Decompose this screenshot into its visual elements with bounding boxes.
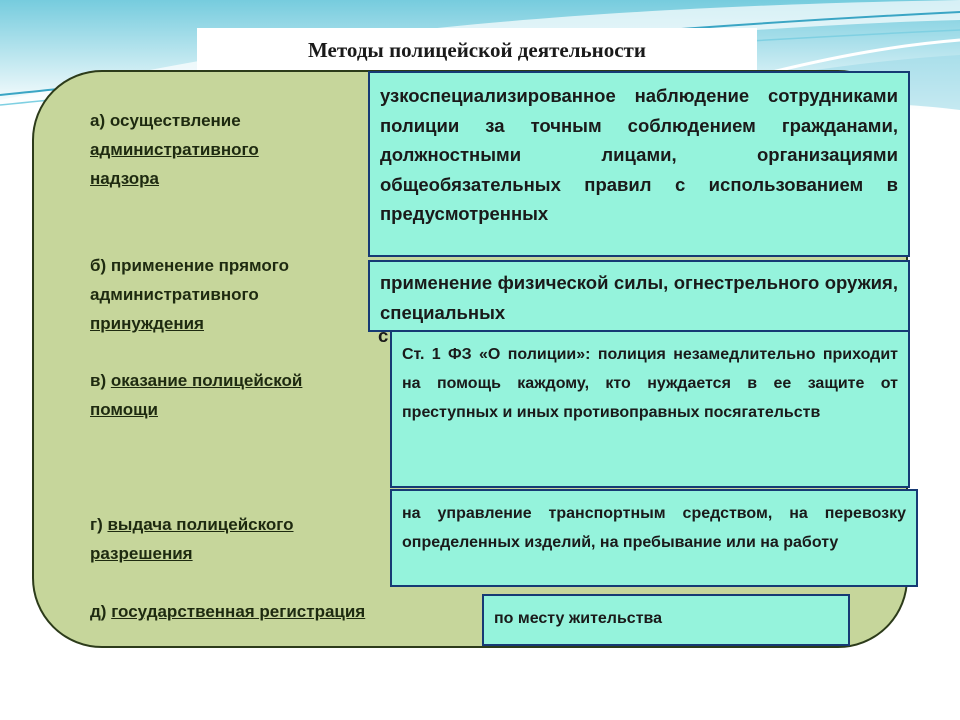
method-e-label [90, 597, 365, 626]
coercion-description-box [368, 260, 910, 332]
registration-description-box [482, 594, 850, 646]
method-c-label [90, 366, 302, 424]
method-c-prefix: в) [90, 371, 111, 390]
method-b-label [90, 251, 289, 338]
method-d-label [90, 510, 294, 568]
method-e-prefix: д) [90, 602, 112, 621]
method-c-line2: помощи [90, 400, 158, 419]
supervision-description: узкоспециализированное наблюдение сотрудниками полиции за точным соблюдением гражданами, должностными лицами, организациями общеобязательных правил с использованием в предусмотренных [380, 85, 898, 224]
method-a-line3: надзора [90, 169, 159, 188]
method-a-line1: а) осуществление [90, 111, 241, 130]
method-b-line3: принуждения [90, 314, 204, 333]
permit-description-box [390, 489, 918, 587]
method-c-line1 [90, 366, 302, 395]
method-d-prefix: г) [90, 515, 108, 534]
method-b-line2: административного [90, 285, 259, 304]
coercion-description-tail: с [378, 325, 389, 346]
assistance-description-box [390, 330, 910, 488]
method-b-line1: б) применение прямого [90, 256, 289, 275]
assistance-description: Ст. 1 ФЗ «О полиции»: полиция незамедлительно приходит на помощь каждому, кто нуждается в ее защите от преступных и иных противоправных посягательств [402, 346, 898, 421]
method-d-line1 [90, 510, 294, 539]
method-c-link: оказание полицейской [110, 371, 303, 390]
method-d-line2: разрешения [90, 544, 193, 563]
registration-description: по месту жительства [494, 610, 663, 627]
coercion-description: применение физической силы, огнестрельного оружия, специальных [380, 272, 898, 323]
page-title: Методы полицейской деятельности [197, 28, 757, 72]
supervision-description-box [368, 71, 910, 257]
method-a-line2: административного [90, 140, 259, 159]
method-a-label [90, 106, 259, 193]
permit-description: на управление транспортным средством, на перевозку определенных изделий, на пребывание или на работу [402, 505, 906, 551]
method-e-link: государственная регистрация [111, 602, 366, 621]
method-d-link: выдача полицейского [107, 515, 294, 534]
